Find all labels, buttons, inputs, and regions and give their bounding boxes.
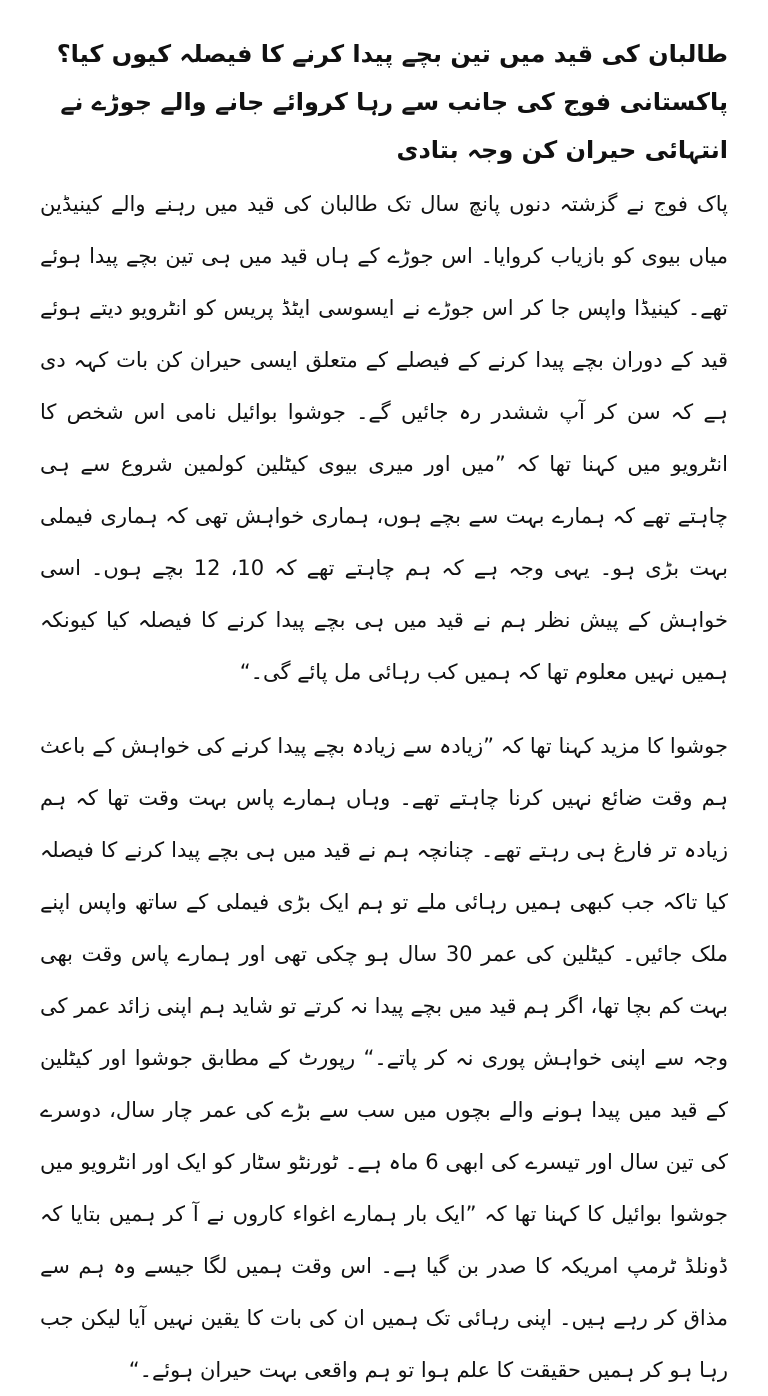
article-headline: طالبان کی قید میں تین بچے پیدا کرنے کا فیصلہ کیوں کیا؟ پاکستانی فوج کی جانب سے رہا کروائے جانے والے جوڑے نے انتہائی حیران کن وجہ بتادی	[56, 40, 728, 164]
article-paragraph-1: پاک فوج نے گزشتہ دنوں پانچ سال تک طالبان کی قید میں رہنے والے کینیڈین میاں بیوی کو بازیاب کروایا۔ اس جوڑے کے ہاں قید میں ہی تین بچے پیدا ہوئے تھے۔ کینیڈا واپس جا کر اس جوڑے نے ایسوسی ایٹڈ پریس کو انٹرویو دیتے ہوئے قید کے دوران بچے پیدا کرنے کے فیصلے کے متعلق ایسی حیران کن بات کہہ دی ہے کہ سن کر آپ ششدر رہ جائیں گے۔ جوشوا بوائیل نامی اس شخص کا انٹرویو میں کہنا تھا کہ ”میں اور میری بیوی کیٹلین کولمین شروع سے ہی چاہتے تھے کہ ہمارے بہت سے بچے ہوں، ہماری خواہش تھی کہ ہماری فیملی بہت بڑی ہو۔ یہی وجہ ہے کہ ہم چاہتے تھے کہ 10، 12 بچے ہوں۔ اسی خواہش کے پیش نظر ہم نے قید میں ہی بچے پیدا کرنے کا فیصلہ کیا کیونکہ ہمیں نہیں معلوم تھا کہ ہمیں کب رہائی مل پائے گی۔“	[40, 192, 729, 684]
article-paragraph-2: جوشوا کا مزید کہنا تھا کہ ”زیادہ سے زیادہ بچے پیدا کرنے کی خواہش کے باعث ہم وقت ضائع نہیں کرنا چاہتے تھے۔ وہاں ہمارے پاس بہت وقت تھا کہ ہم زیادہ تر فارغ ہی رہتے تھے۔ چنانچہ ہم نے قید میں ہی بچے پیدا کرنے کا فیصلہ کیا تاکہ جب کبھی ہمیں رہائی ملے تو ہم ایک بڑی فیملی کے ساتھ واپس اپنے ملک جائیں۔ کیٹلین کی عمر 30 سال ہو چکی تھی اور ہمارے پاس وقت بھی بہت کم بچا تھا، اگر ہم قید میں بچے پیدا نہ کرتے تو شاید ہم اپنی زائد عمر کی وجہ سے اپنی خواہش پوری نہ کر پاتے۔“ رپورٹ کے مطابق جوشوا اور کیٹلین کے قید میں پیدا ہونے والے بچوں میں سب سے بڑے کی عمر چار سال، دوسرے کی تین سال اور تیسرے کی ابھی 6 ماہ ہے۔ ٹورنٹو سٹار کو ایک اور انٹرویو میں جوشوا بوائیل کا کہنا تھا کہ ”ایک بار ہمارے اغواء کاروں نے آ کر ہمیں بتایا کہ ڈونلڈ ٹرمپ امریکہ کا صدر بن گیا ہے۔ اس وقت ہمیں لگا جیسے وہ ہم سے مذاق کر رہے ہیں۔ اپنی رہائی تک ہمیں ان کی بات کا یقین نہیں آیا لیکن جب رہا ہو کر ہمیں حقیقت کا علم ہوا تو ہم واقعی بہت حیران ہوئے۔“	[40, 734, 728, 1382]
